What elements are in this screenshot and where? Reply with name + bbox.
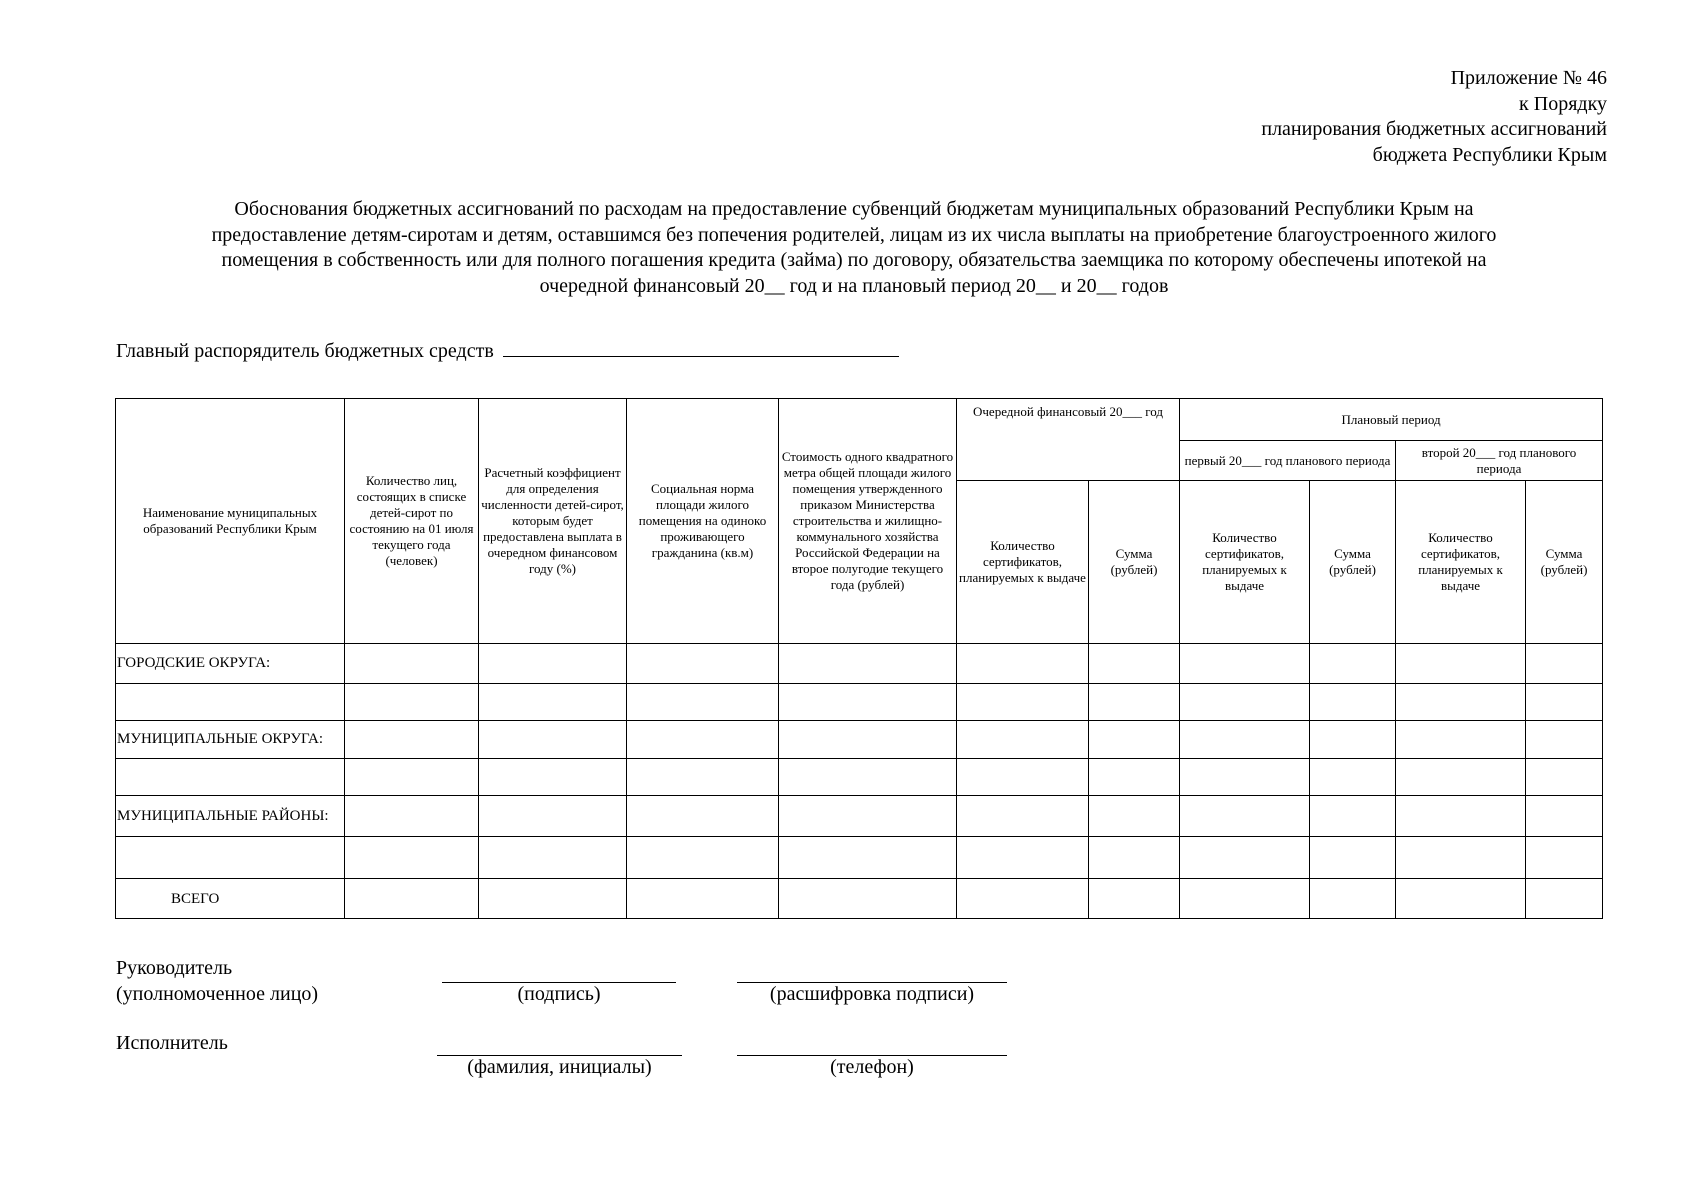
head-label-sub: (уполномоченное лицо) bbox=[116, 983, 319, 1005]
annex-block bbox=[1261, 66, 1607, 168]
table-cell[interactable] bbox=[1180, 644, 1310, 684]
table-cell[interactable] bbox=[627, 684, 779, 721]
table-cell[interactable] bbox=[957, 721, 1089, 759]
table-cell[interactable] bbox=[627, 879, 779, 919]
table-cell[interactable] bbox=[345, 684, 479, 721]
header-row bbox=[116, 399, 1603, 441]
table-cell[interactable] bbox=[1396, 879, 1526, 919]
header-next-year: Очередной финансовый 20___ год bbox=[957, 399, 1180, 481]
header-cert-count: Количество сертификатов, планируемых к выдаче bbox=[957, 481, 1089, 644]
title-line: помещения в собственность или для полного погашения кредита (займа) по договору, обязательства заемщика по которому обеспечены ипотекой на bbox=[221, 249, 1487, 271]
table-row bbox=[116, 759, 1603, 796]
header-cert-count: Количество сертификатов, планируемых к выдаче bbox=[1180, 481, 1310, 644]
table-cell[interactable] bbox=[779, 879, 957, 919]
table-cell[interactable] bbox=[779, 796, 957, 837]
header-sum: Сумма (рублей) bbox=[1089, 481, 1180, 644]
header-planning-period: Плановый период bbox=[1180, 399, 1603, 441]
table-cell[interactable] bbox=[1396, 759, 1526, 796]
table-cell[interactable] bbox=[1526, 644, 1603, 684]
table-cell[interactable] bbox=[627, 759, 779, 796]
table-cell[interactable] bbox=[1526, 759, 1603, 796]
table-cell[interactable] bbox=[1526, 684, 1603, 721]
header-sum: Сумма (рублей) bbox=[1526, 481, 1603, 644]
row-label-urban: ГОРОДСКИЕ ОКРУГА: bbox=[116, 644, 345, 684]
table-cell[interactable] bbox=[345, 837, 479, 879]
table-cell[interactable] bbox=[345, 721, 479, 759]
header-sqm-cost: Стоимость одного квадратного метра общей площади жилого помещения утвержденного приказом Министерства строительства и жилищно-коммунального хозяйства Российской Федерации на второе полугодие текущего года (рублей) bbox=[779, 399, 957, 644]
table-cell[interactable] bbox=[1180, 879, 1310, 919]
table-cell[interactable] bbox=[957, 796, 1089, 837]
table-row bbox=[116, 684, 1603, 721]
phone-caption: (телефон) bbox=[830, 1056, 914, 1078]
table-cell[interactable] bbox=[479, 721, 627, 759]
title-line: очередной финансовый 20__ год и на плановый период 20__ и 20__ годов bbox=[539, 274, 1169, 297]
table-row bbox=[116, 796, 1603, 837]
signature-decoding-caption: (расшифровка подписи) bbox=[769, 983, 975, 1005]
table-cell[interactable] bbox=[1310, 721, 1396, 759]
table-cell[interactable] bbox=[1396, 721, 1526, 759]
table-cell[interactable] bbox=[1396, 684, 1526, 721]
head-label: Руководитель bbox=[116, 957, 233, 979]
table-cell[interactable] bbox=[957, 684, 1089, 721]
table-cell[interactable] bbox=[1526, 721, 1603, 759]
table-row bbox=[116, 879, 1603, 919]
table-cell[interactable] bbox=[479, 684, 627, 721]
annex-line: к Порядку bbox=[1519, 92, 1607, 115]
table-cell[interactable] bbox=[779, 721, 957, 759]
table-cell[interactable] bbox=[479, 644, 627, 684]
row-label-municipal-okrug: МУНИЦИПАЛЬНЫЕ ОКРУГА: bbox=[116, 721, 345, 759]
table-cell[interactable] bbox=[1089, 759, 1180, 796]
table-cell[interactable] bbox=[1526, 837, 1603, 879]
row-label-total: ВСЕГО bbox=[116, 879, 345, 919]
header-first-year: первый 20___ год планового периода bbox=[1180, 441, 1396, 481]
table-cell[interactable] bbox=[627, 721, 779, 759]
table-cell[interactable] bbox=[1180, 837, 1310, 879]
row-label-municipal-districts: МУНИЦИПАЛЬНЫЕ РАЙОНЫ: bbox=[116, 796, 345, 837]
table-cell[interactable] bbox=[1310, 837, 1396, 879]
table-cell[interactable] bbox=[627, 796, 779, 837]
table-cell[interactable] bbox=[957, 879, 1089, 919]
table-cell[interactable] bbox=[116, 684, 345, 721]
header-orphans-count: Количество лиц, состоящих в списке детей-сирот по состоянию на 01 июля текущего года (человек) bbox=[345, 399, 479, 644]
table-cell[interactable] bbox=[1180, 759, 1310, 796]
header-cert-count: Количество сертификатов, планируемых к выдаче bbox=[1396, 481, 1526, 644]
annex-line: планирования бюджетных ассигнований bbox=[1261, 118, 1607, 140]
table-cell[interactable] bbox=[1089, 644, 1180, 684]
table-cell[interactable] bbox=[345, 796, 479, 837]
table-cell[interactable] bbox=[1396, 796, 1526, 837]
signature-caption: (подпись) bbox=[517, 983, 601, 1005]
title-line: предоставление детям-сиротам и детям, оставшимся без попечения родителей, лицам из их числа выплаты на приобретение благоустроенного жилого bbox=[211, 223, 1497, 246]
table-row bbox=[116, 644, 1603, 684]
header-coefficient: Расчетный коэффициент для определения численности детей-сирот, которым будет предоставлена выплата в очередном финансовом году (%) bbox=[479, 399, 627, 644]
title-line: Обоснования бюджетных ассигнований по расходам на предоставление субвенций бюджетам муниципальных образований Республики Крым на bbox=[234, 198, 1474, 220]
table-cell[interactable] bbox=[1310, 644, 1396, 684]
chief-admin-field bbox=[116, 338, 899, 363]
table-cell[interactable] bbox=[779, 684, 957, 721]
table-cell[interactable] bbox=[479, 759, 627, 796]
header-social-norm: Социальная норма площади жилого помещения на одиноко проживающего гражданина (кв.м) bbox=[627, 399, 779, 644]
table-cell[interactable] bbox=[1089, 684, 1180, 721]
table-cell[interactable] bbox=[627, 837, 779, 879]
table-cell[interactable] bbox=[1310, 879, 1396, 919]
header-municipality: Наименование муниципальных образований Республики Крым bbox=[116, 399, 345, 644]
table-cell[interactable] bbox=[779, 759, 957, 796]
table-cell[interactable] bbox=[779, 837, 957, 879]
table-cell[interactable] bbox=[479, 879, 627, 919]
table-cell[interactable] bbox=[1310, 759, 1396, 796]
table-cell[interactable] bbox=[957, 759, 1089, 796]
annex-line: Приложение № 46 bbox=[1450, 67, 1607, 89]
chief-admin-blank[interactable] bbox=[503, 338, 899, 357]
executor-name-caption: (фамилия, инициалы) bbox=[467, 1056, 652, 1078]
header-sum: Сумма (рублей) bbox=[1310, 481, 1396, 644]
table-cell[interactable] bbox=[116, 759, 345, 796]
table-cell[interactable] bbox=[957, 644, 1089, 684]
table-cell[interactable] bbox=[479, 837, 627, 879]
table-cell[interactable] bbox=[1526, 879, 1603, 919]
table-cell[interactable] bbox=[1526, 796, 1603, 837]
table-cell[interactable] bbox=[345, 879, 479, 919]
annex-line: бюджета Республики Крым bbox=[1372, 143, 1607, 166]
document-title bbox=[110, 197, 1598, 299]
table-cell[interactable] bbox=[627, 644, 779, 684]
table-cell[interactable] bbox=[1089, 796, 1180, 837]
table-cell[interactable] bbox=[1089, 721, 1180, 759]
chief-admin-label: Главный распорядитель бюджетных средств bbox=[116, 340, 494, 362]
table-cell[interactable] bbox=[1089, 837, 1180, 879]
table-cell[interactable] bbox=[1180, 684, 1310, 721]
table-cell[interactable] bbox=[779, 644, 957, 684]
table-cell[interactable] bbox=[1089, 879, 1180, 919]
table-cell[interactable] bbox=[1396, 837, 1526, 879]
table-cell[interactable] bbox=[1180, 796, 1310, 837]
table-cell[interactable] bbox=[1310, 796, 1396, 837]
table-row bbox=[116, 837, 1603, 879]
table-row bbox=[116, 721, 1603, 759]
budget-table bbox=[115, 398, 1603, 919]
table-cell[interactable] bbox=[479, 796, 627, 837]
header-second-year: второй 20___ год планового периода bbox=[1396, 441, 1603, 481]
executor-label: Исполнитель bbox=[116, 1032, 228, 1054]
table-cell[interactable] bbox=[1180, 721, 1310, 759]
table-cell[interactable] bbox=[957, 837, 1089, 879]
table-cell[interactable] bbox=[1310, 684, 1396, 721]
table-cell[interactable] bbox=[116, 837, 345, 879]
table-cell[interactable] bbox=[345, 644, 479, 684]
table-cell[interactable] bbox=[1396, 644, 1526, 684]
table-cell[interactable] bbox=[345, 759, 479, 796]
